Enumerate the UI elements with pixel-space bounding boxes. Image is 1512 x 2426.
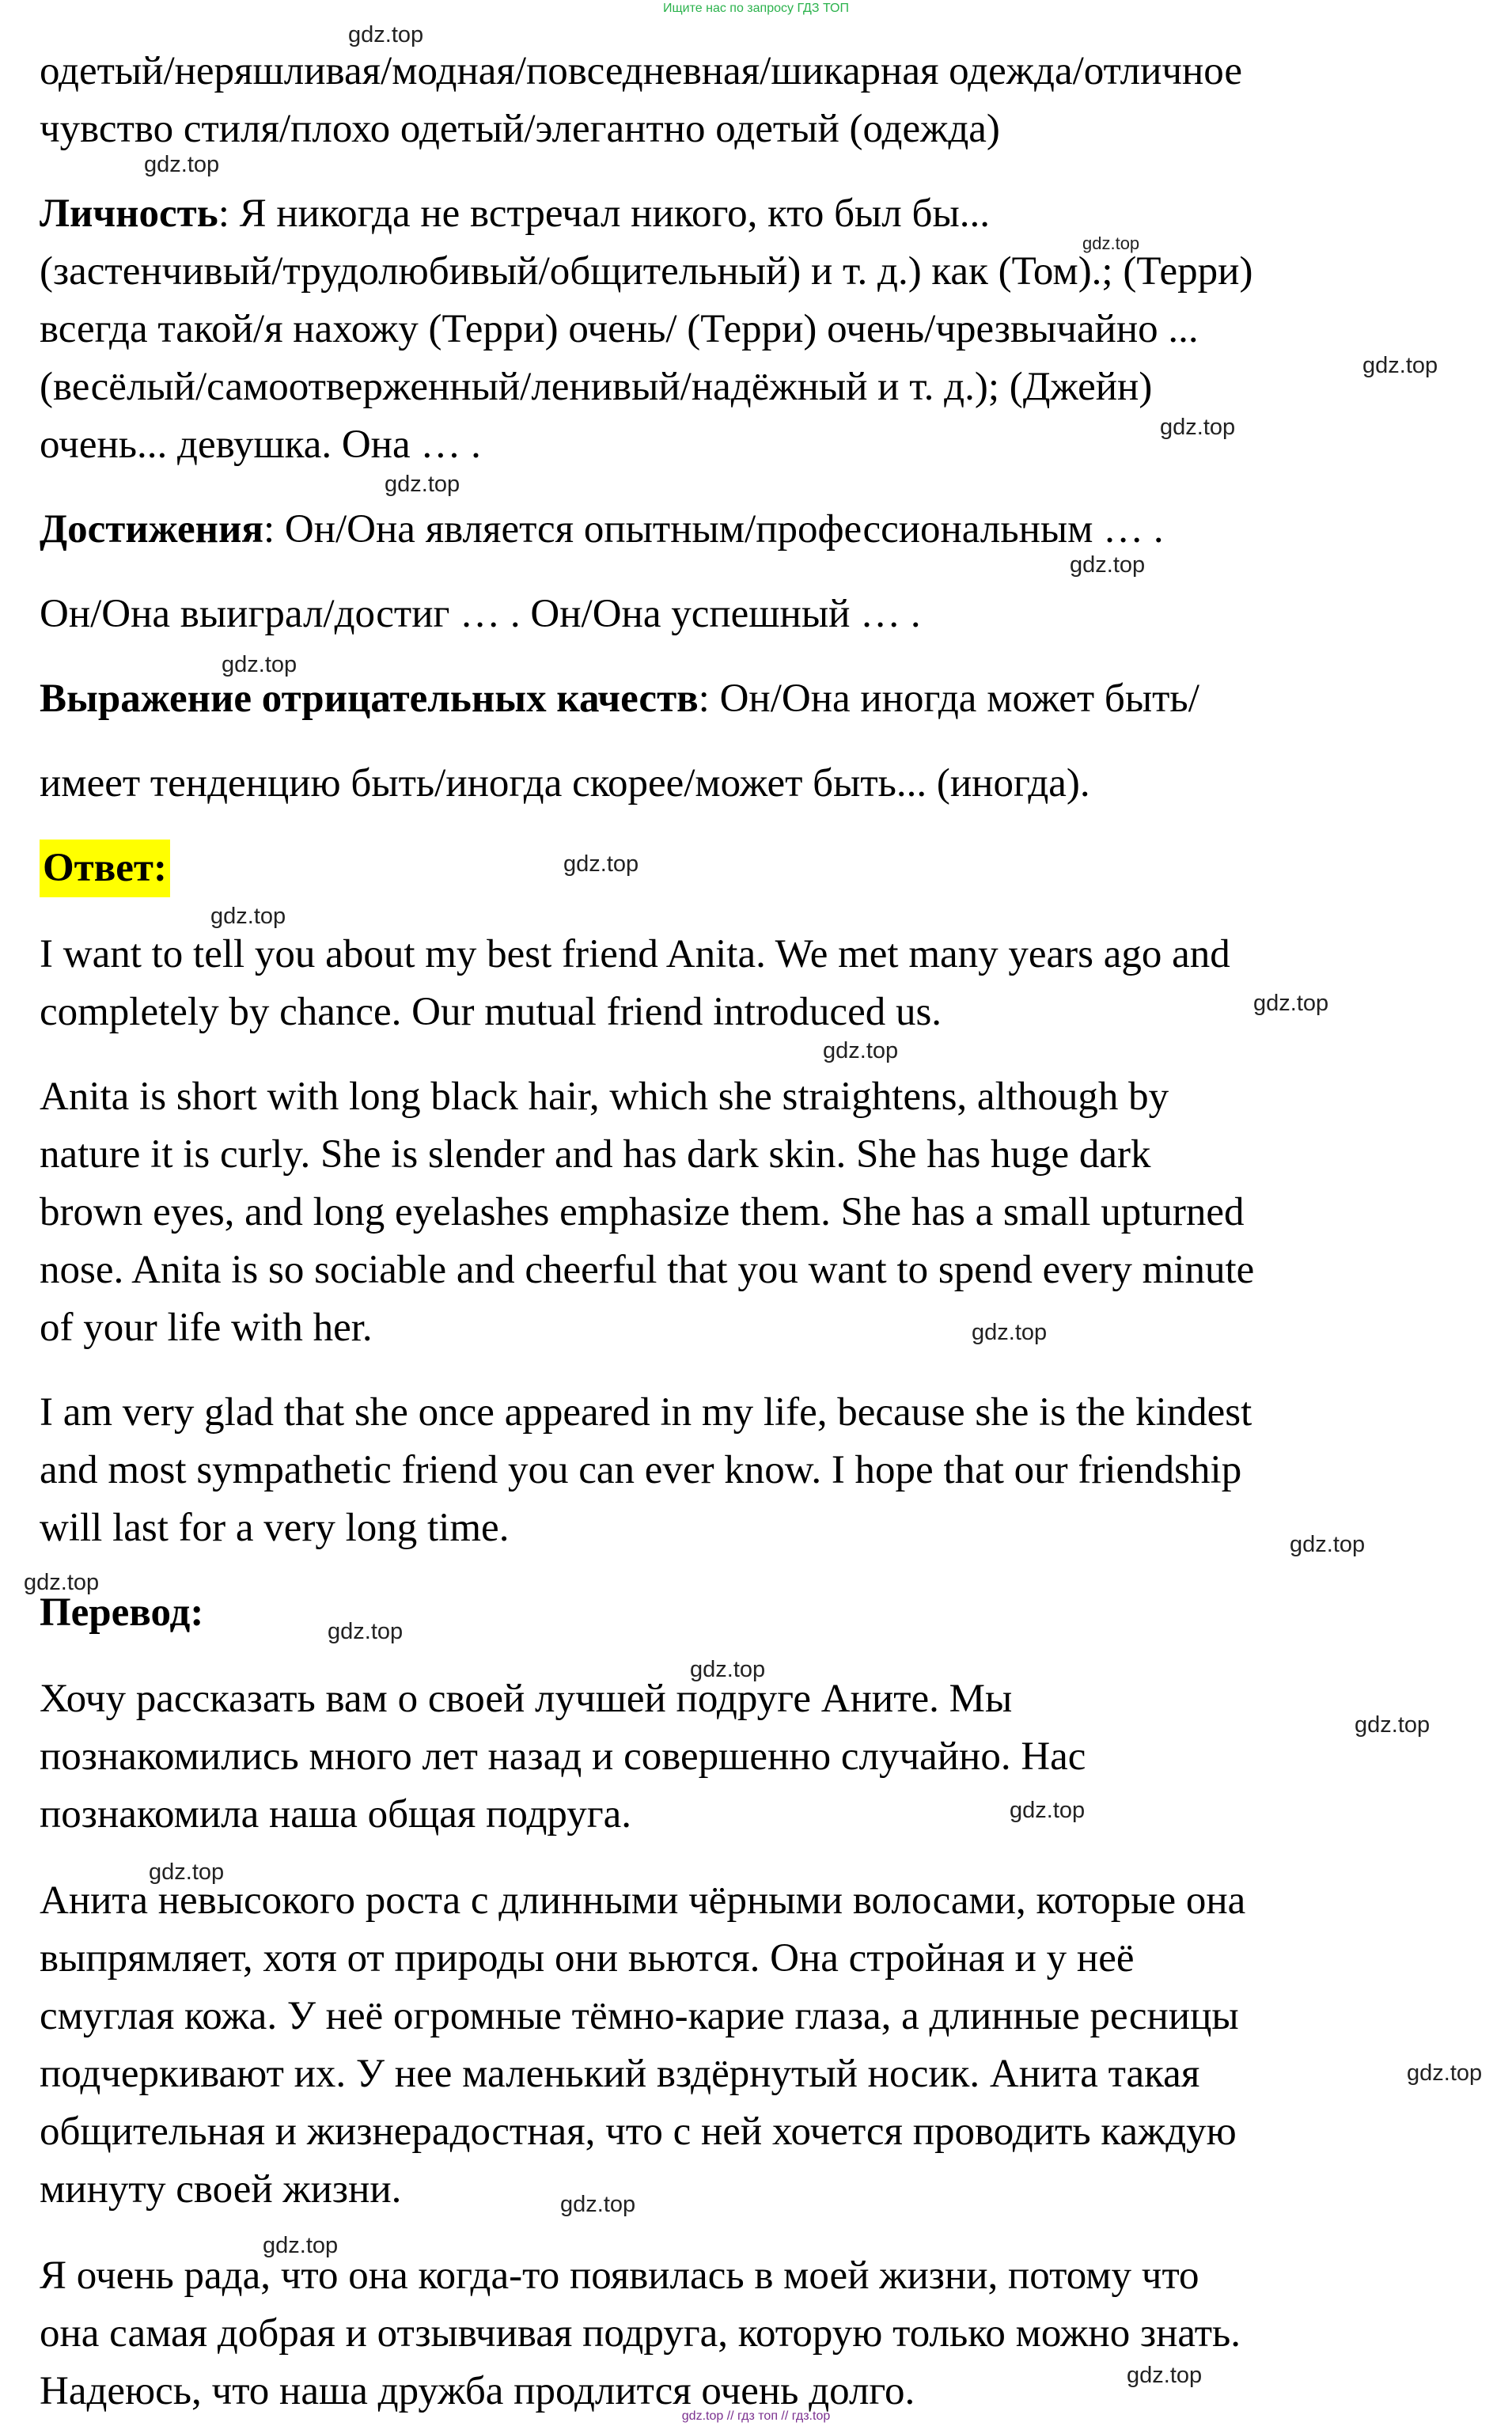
personality-line-4: (весёлый/самоотверженный/ленивый/надёжный и т. д.); (Джейн)	[40, 365, 1153, 409]
clothes-line-2: чувство стиля/плохо одетый/элегантно одетый (одежда)	[40, 107, 1000, 151]
translation-p2-line-4: подчеркивают их. У нее маленький вздёрнутый носик. Анита такая	[40, 2052, 1200, 2096]
watermark: gdz.top	[560, 2192, 636, 2217]
translation-p3-line-2: она самая добрая и отзывчивая подруга, которую только можно знать.	[40, 2311, 1241, 2356]
negative-line-2: имеет тенденцию быть/иногда скорее/может быть... (иногда).	[40, 761, 1090, 806]
clothes-line-1: одетый/неряшливая/модная/повседневная/шикарная одежда/отличное	[40, 49, 1243, 93]
watermark: gdz.top	[1010, 1798, 1086, 1823]
watermark: gdz.top	[823, 1038, 899, 1063]
personality-line-2: (застенчивый/трудолюбивый/общительный) и т. д.) как (Том).; (Терри)	[40, 249, 1253, 294]
achievements-line-2: Он/Она выиграл/достиг … . Он/Она успешный … .	[40, 592, 921, 636]
watermark: gdz.top	[1127, 2363, 1203, 2388]
translation-p3-line-1: Я очень рада, что она когда-то появилась в моей жизни, потому что	[40, 2254, 1199, 2298]
achievements-line-1	[40, 501, 1487, 559]
negative-text-1: : Он/Она иногда может быть/	[698, 677, 1199, 721]
translation-p2-line-5: общительная и жизнерадостная, что с ней хочется проводить каждую	[40, 2109, 1237, 2154]
watermark: gdz.top	[1407, 2060, 1483, 2086]
watermark: gdz.top	[1082, 233, 1140, 253]
watermark: gdz.top	[1362, 353, 1438, 378]
translation-p2-line-2: выпрямляет, хотя от природы они вьются. Она стройная и у неё	[40, 1936, 1135, 1981]
watermark: gdz.top	[328, 1619, 404, 1644]
translation-p1-line-3: познакомила наша общая подруга.	[40, 1792, 632, 1837]
translation-p1-line-1: Хочу рассказать вам о своей лучшей подруге Аните. Мы	[40, 1677, 1013, 1721]
watermark: gdz.top	[149, 1859, 225, 1885]
answer-p2-line-3: brown eyes, and long eyelashes emphasize them. She has a small upturned	[40, 1190, 1245, 1234]
watermark: gdz.top	[144, 152, 220, 177]
answer-p1-line-1: I want to tell you about my best friend Anita. We met many years ago and	[40, 932, 1230, 976]
watermark: gdz.top	[222, 652, 297, 677]
answer-heading	[40, 840, 1487, 897]
watermark: gdz.top	[1290, 1532, 1366, 1557]
translation-p2-line-1: Анита невысокого роста с длинными чёрными волосами, которые она	[40, 1878, 1246, 1923]
watermark: gdz.top	[563, 851, 639, 877]
watermark: gdz.top	[385, 472, 460, 497]
personality-label: Личность	[40, 191, 218, 236]
personality-text-1: : Я никогда не встречал никого, кто был бы...	[218, 191, 990, 236]
personality-line-5: очень... девушка. Она … .	[40, 423, 481, 467]
personality-line-1	[40, 185, 1487, 243]
answer-p2-line-5: of your life with her.	[40, 1306, 373, 1350]
negative-line-1	[40, 670, 1487, 728]
watermark: gdz.top	[1160, 415, 1236, 440]
watermark: gdz.top	[263, 2233, 339, 2258]
negative-label: Выражение отрицательных качеств	[40, 677, 699, 721]
search-hint-banner[interactable]: Ищите нас по запросу ГДЗ ТОП	[663, 2, 849, 15]
answer-p3-line-1: I am very glad that she once appeared in my life, because she is the kindest	[40, 1390, 1252, 1435]
watermark: gdz.top	[1355, 1712, 1431, 1738]
translation-p1-line-2: познакомились много лет назад и совершенно случайно. Нас	[40, 1734, 1086, 1779]
answer-p1-line-2: completely by chance. Our mutual friend introduced us.	[40, 990, 942, 1034]
translation-p2-line-6: минуту своей жизни.	[40, 2167, 402, 2212]
translation-p3-line-3: Надеюсь, что наша дружба продлится очень долго.	[40, 2369, 915, 2413]
watermark: gdz.top	[1253, 991, 1329, 1016]
translation-label: Перевод:	[40, 1590, 204, 1635]
watermark: gdz.top	[1070, 552, 1146, 578]
translation-p2-line-3: смуглая кожа. У неё огромные тёмно-карие глаза, а длинные ресницы	[40, 1994, 1239, 2038]
answer-label: Ответ:	[40, 840, 170, 897]
answer-p2-line-2: nature it is curly. She is slender and has dark skin. She has huge dark	[40, 1132, 1151, 1177]
watermark: gdz.top	[348, 22, 424, 47]
watermark: gdz.top	[972, 1320, 1048, 1345]
achievements-label: Достижения	[40, 507, 263, 552]
achievements-text-1: : Он/Она является опытным/профессиональным … .	[263, 507, 1164, 552]
answer-p2-line-1: Anita is short with long black hair, which she straightens, although by	[40, 1075, 1169, 1119]
footer-links[interactable]: gdz.top // гдз топ // гдз.top	[681, 2409, 831, 2423]
answer-p2-line-4: nose. Anita is so sociable and cheerful that you want to spend every minute	[40, 1248, 1255, 1292]
watermark: gdz.top	[210, 904, 286, 929]
answer-p3-line-2: and most sympathetic friend you can ever know. I hope that our friendship	[40, 1448, 1242, 1492]
watermark: gdz.top	[690, 1657, 766, 1682]
answer-p3-line-3: will last for a very long time.	[40, 1506, 510, 1550]
watermark: gdz.top	[24, 1570, 100, 1595]
personality-line-3: всегда такой/я нахожу (Терри) очень/ (Терри) очень/чрезвычайно ...	[40, 307, 1199, 351]
document-body	[40, 43, 1487, 2420]
